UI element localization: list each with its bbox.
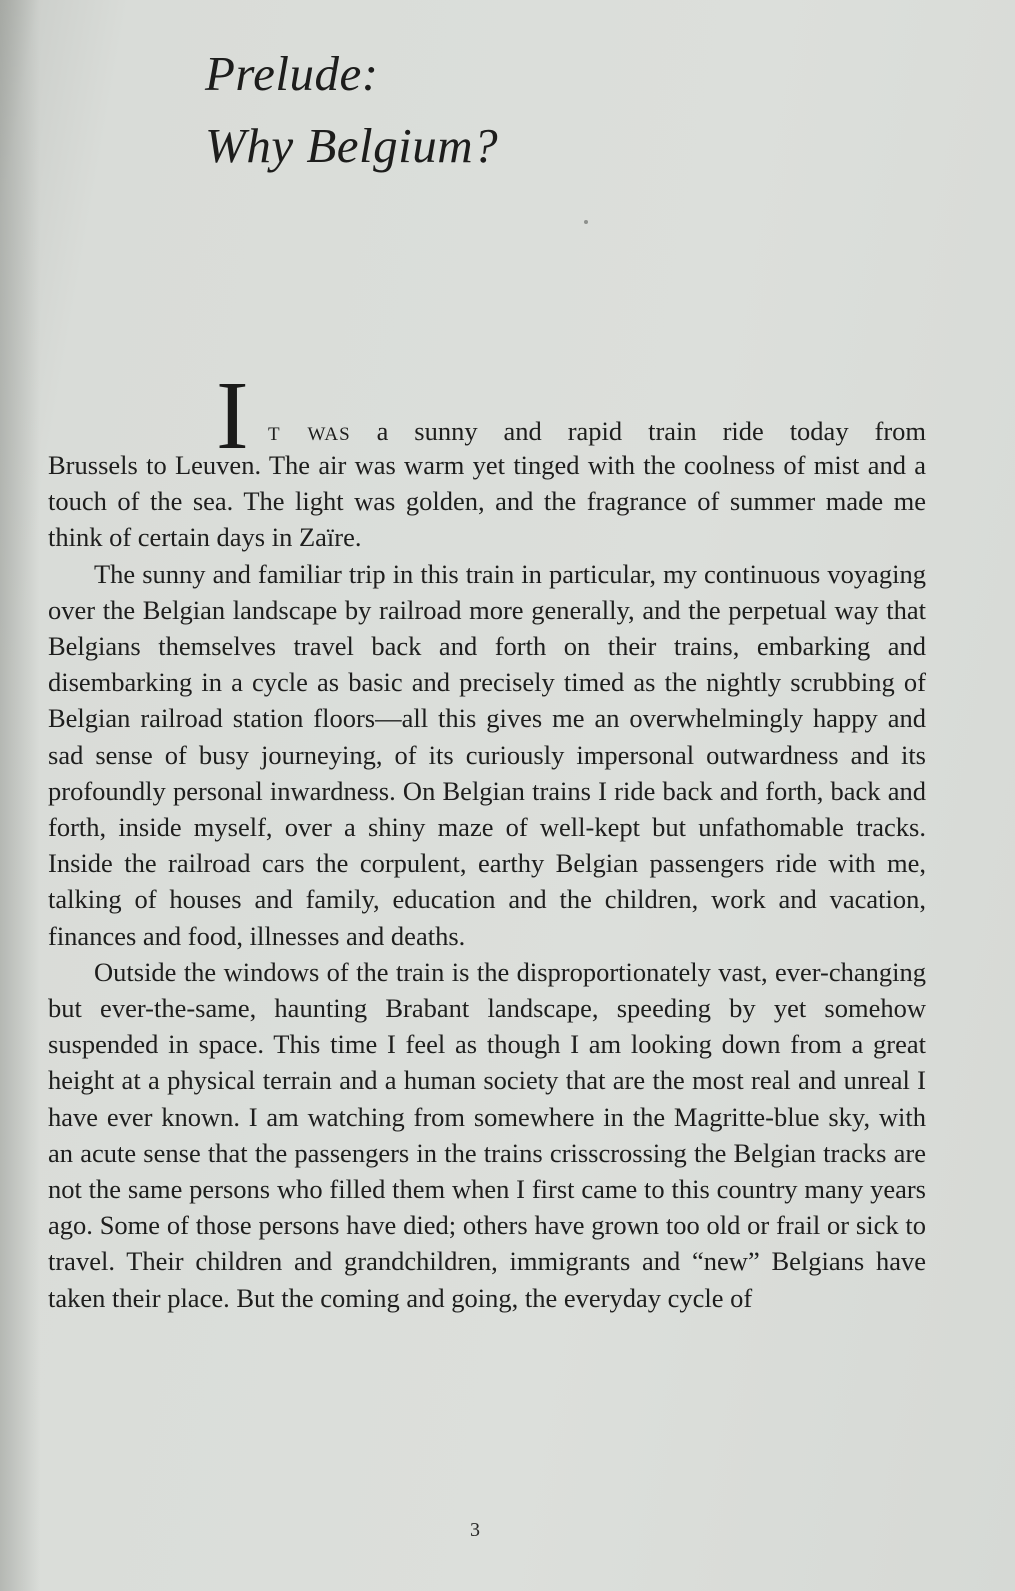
first-line [48,362,927,470]
page-number: 3 [470,1519,480,1541]
paragraph-1 [48,362,927,556]
chapter-title-line1: Prelude: [205,46,379,101]
opening-small-caps: t was [268,416,351,446]
first-line-words: a sunny and rapid train ride today from [376,416,927,446]
body-text [48,362,927,1316]
paper-speck [584,220,588,224]
paragraph-2: The sunny and familiar trip in this train in particular, my continuous voyaging over the Belgian landscape by railroad more generally, and the perpetual way that Belgians themselves travel back and forth on their trains, embarking and disembarking in a cycle as basic and precisely timed as the nightly scrubbing of Belgian railroad station floors—all this gives me an overwhelmingly happy and sad sense of busy journeying, of its curiously impersonal outwardness and its profoundly personal inwardness. On Belgian trains I ride back and forth, back and forth, inside myself, over a shiny maze of well-kept but unfathomable tracks. Inside the railroad cars the corpulent, earthy Belgian passengers ride with me, talking of houses and family, education and the children, work and vacation, finances and food, illnesses and deaths. [48,558,926,951]
drop-cap: I [216,362,249,470]
chapter-title [205,38,498,182]
paragraph-3: Outside the windows of the train is the disproportionately vast, ever-changing but ever-the-same, haunting Brabant landscape, speeding by yet somehow suspended in space. This time I feel as though I am looking down from a great height at a physical terrain and a human society that are the most real and unreal I have ever known. I am watching from somewhere in the Magritte-blue sky, with an acute sense that the passengers in the trains crisscrossing the Belgian tracks are not the same persons who filled them when I first came to this country many years ago. Some of those persons have died; others have grown too old or frail or sick to travel. Their children and grandchildren, immigrants and “new” Belgians have taken their place. But the coming and going, the everyday cycle of [48,956,926,1313]
paragraph-1-rest: Brussels to Leuven. The air was warm yet tinged with the coolness of mist and a touch of the sea. The light was golden, and the fragrance of summer made me think of certain days in Zaïre. [48,450,926,553]
chapter-title-line2: Why Belgium? [205,118,499,173]
first-line-text [268,413,926,449]
